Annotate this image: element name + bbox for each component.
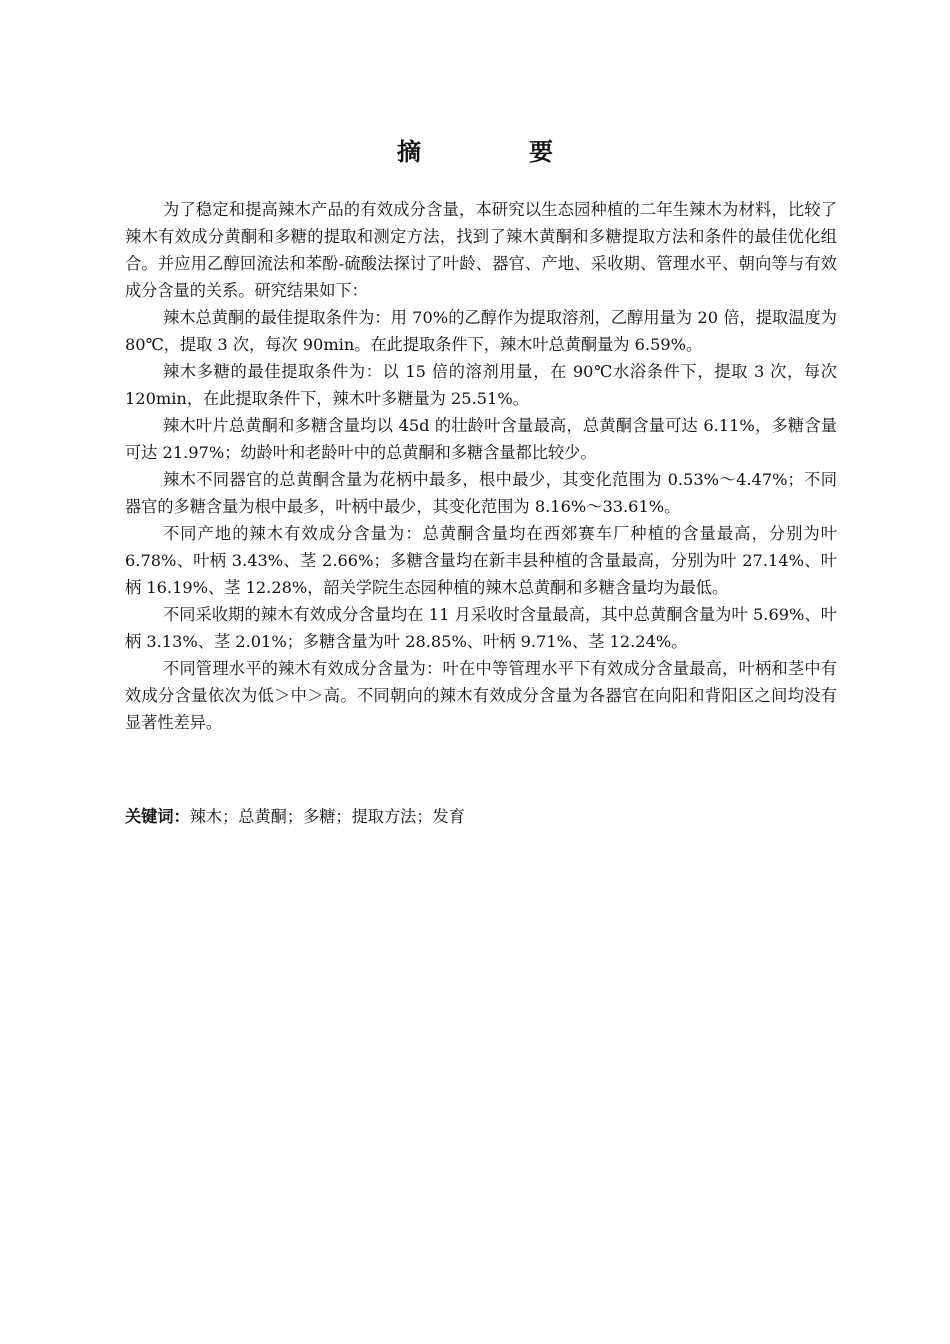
- abstract-body: [125, 196, 837, 736]
- keywords-text: 辣木；总黄酮；多糖；提取方法；发育: [189, 807, 465, 826]
- abstract-paragraph: 辣木叶片总黄酮和多糖含量均以 45d 的壮龄叶含量最高，总黄酮含量可达 6.11%，多糖含量可达 21.97%；幼龄叶和老龄叶中的总黄酮和多糖含量都比较少。: [125, 416, 837, 462]
- abstract-paragraph: 辣木多糖的最佳提取条件为：以 15 倍的溶剂用量，在 90℃水浴条件下，提取 3 次，每次 120min，在此提取条件下，辣木叶多糖量为 25.51%。: [125, 362, 837, 408]
- keywords-label: 关键词：: [125, 807, 190, 826]
- abstract-paragraph: 不同产地的辣木有效成分含量为：总黄酮含量均在西郊赛车厂种植的含量最高，分别为叶 6.78%、叶柄 3.43%、茎 2.66%；多糖含量均在新丰县种植的含量最高，分别为叶 27.14%、叶柄 16.19%、茎 12.28%，韶关学院生态园种植的辣木总黄酮和多糖含量均为最低。: [125, 524, 837, 597]
- abstract-paragraph: 不同管理水平的辣木有效成分含量为：叶在中等管理水平下有效成分含量最高，叶柄和茎中有效成分含量依次为低＞中＞高。不同朝向的辣木有效成分含量为各器官在向阳和背阳区之间均没有显著性差异。: [125, 659, 837, 732]
- abstract-paragraph: 不同采收期的辣木有效成分含量均在 11 月采收时含量最高，其中总黄酮含量为叶 5.69%、叶柄 3.13%、茎 2.01%；多糖含量为叶 28.85%、叶柄 9.71%、茎 12.24%。: [125, 605, 837, 651]
- keywords-line: [125, 803, 837, 830]
- abstract-paragraph: 辣木不同器官的总黄酮含量为花柄中最多，根中最少，其变化范围为 0.53%～4.47%；不同器官的多糖含量为根中最多，叶柄中最少，其变化范围为 8.16%～33.61%。: [125, 470, 837, 516]
- abstract-paragraph: 辣木总黄酮的最佳提取条件为：用 70%的乙醇作为提取溶剂，乙醇用量为 20 倍，提取温度为 80℃，提取 3 次，每次 90min。在此提取条件下，辣木叶总黄酮量为 6.59%。: [125, 308, 837, 354]
- abstract-title: 摘 要: [397, 138, 595, 166]
- abstract-paragraph: 为了稳定和提高辣木产品的有效成分含量，本研究以生态园种植的二年生辣木为材料，比较了辣木有效成分黄酮和多糖的提取和测定方法，找到了辣木黄酮和多糖提取方法和条件的最佳优化组合。并应用乙醇回流法和苯酚-硫酸法探讨了叶龄、器官、产地、采收期、管理水平、朝向等与有效成分含量的关系。研究结果如下：: [125, 200, 837, 300]
